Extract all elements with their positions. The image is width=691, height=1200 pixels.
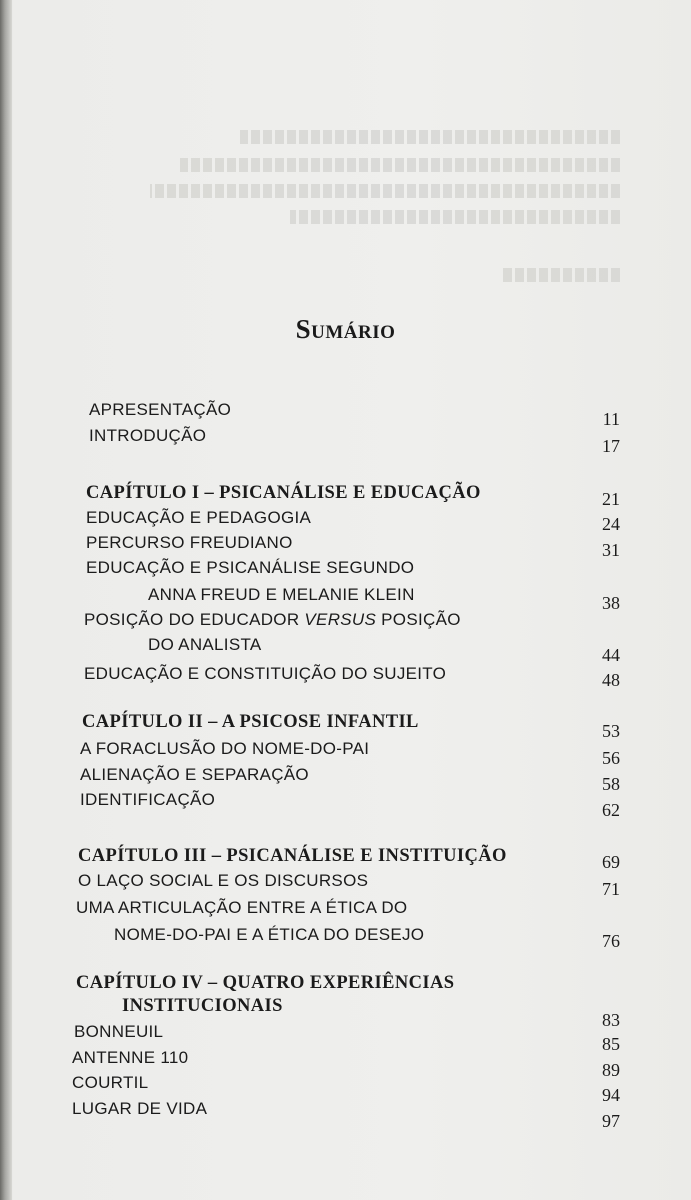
toc-page-number: 97	[602, 1111, 620, 1131]
toc-page-number: 62	[602, 800, 620, 820]
toc-entry-text: BONNEUIL	[74, 1022, 164, 1041]
toc-entry-italic-word: VERSUS	[304, 610, 377, 629]
toc-page-number: 44	[602, 645, 620, 665]
toc-page-number: 85	[602, 1034, 620, 1054]
toc-page-number: 69	[602, 852, 620, 872]
toc-entry-text-part: POSIÇÃO	[376, 610, 461, 629]
bleed-through-line	[150, 184, 620, 198]
toc-page-number: 11	[602, 409, 620, 429]
toc-entry-text: ANNA FREUD E MELANIE KLEIN	[148, 585, 415, 604]
bleed-through-line	[180, 158, 620, 172]
toc-page-number: 56	[602, 748, 620, 768]
toc-page-number: 48	[602, 670, 620, 690]
toc-entry-text: EDUCAÇÃO E PSICANÁLISE SEGUNDO	[86, 558, 415, 577]
toc-entry-text: APRESENTAÇÃO	[89, 400, 232, 419]
toc-page-number: 76	[602, 931, 620, 951]
toc-entry-text: NOME-DO-PAI E A ÉTICA DO DESEJO	[114, 925, 425, 944]
toc-entry-text: IDENTIFICAÇÃO	[80, 790, 216, 809]
toc-chapter-heading: INSTITUCIONAIS	[122, 996, 283, 1016]
toc-entry-text: UMA ARTICULAÇÃO ENTRE A ÉTICA DO	[76, 898, 408, 917]
bleed-through-line	[500, 268, 620, 282]
toc-entry-text: LUGAR DE VIDA	[72, 1099, 208, 1118]
toc-page-number: 38	[602, 593, 620, 613]
toc-page-number: 94	[602, 1085, 620, 1105]
toc-page-number: 31	[602, 540, 620, 560]
page-title: Sumário	[295, 314, 396, 344]
toc-chapter-heading: CAPÍTULO II – A PSICOSE INFANTIL	[82, 712, 419, 732]
toc-page-number: 71	[602, 879, 620, 899]
toc-entry-text: EDUCAÇÃO E PEDAGOGIA	[86, 508, 312, 527]
toc-entry-text: O LAÇO SOCIAL E OS DISCURSOS	[78, 871, 369, 890]
toc-entry-text: COURTIL	[72, 1073, 149, 1092]
toc-entry-text	[84, 610, 461, 630]
toc-entry-text: EDUCAÇÃO E CONSTITUIÇÃO DO SUJEITO	[84, 664, 447, 683]
toc-page-number: 83	[602, 1010, 620, 1030]
toc-chapter-heading: CAPÍTULO IV – QUATRO EXPERIÊNCIAS	[76, 973, 455, 993]
bleed-through-line	[290, 210, 620, 224]
bleed-through-line	[240, 130, 620, 144]
toc-entry-text: PERCURSO FREUDIANO	[86, 533, 293, 552]
page-spine-shadow	[0, 0, 12, 1200]
toc-page-number: 53	[602, 721, 620, 741]
toc-page-number: 58	[602, 774, 620, 794]
toc-page-number: 17	[602, 436, 620, 456]
toc-chapter-heading: CAPÍTULO III – PSICANÁLISE E INSTITUIÇÃO	[78, 846, 507, 866]
toc-entry-text: A FORACLUSÃO DO NOME-DO-PAI	[80, 739, 370, 758]
toc-entry-text: ALIENAÇÃO E SEPARAÇÃO	[80, 765, 309, 784]
toc-entry-text: DO ANALISTA	[148, 635, 262, 654]
toc-page-number: 24	[602, 514, 620, 534]
toc-entry-text: INTRODUÇÃO	[89, 426, 207, 445]
toc-entry-text: ANTENNE 110	[72, 1048, 189, 1067]
toc-page-number: 89	[602, 1060, 620, 1080]
toc-chapter-heading: CAPÍTULO I – PSICANÁLISE E EDUCAÇÃO	[86, 483, 481, 503]
toc-entry-text-part: POSIÇÃO DO EDUCADOR	[84, 610, 305, 629]
toc-page-number: 21	[602, 489, 620, 509]
